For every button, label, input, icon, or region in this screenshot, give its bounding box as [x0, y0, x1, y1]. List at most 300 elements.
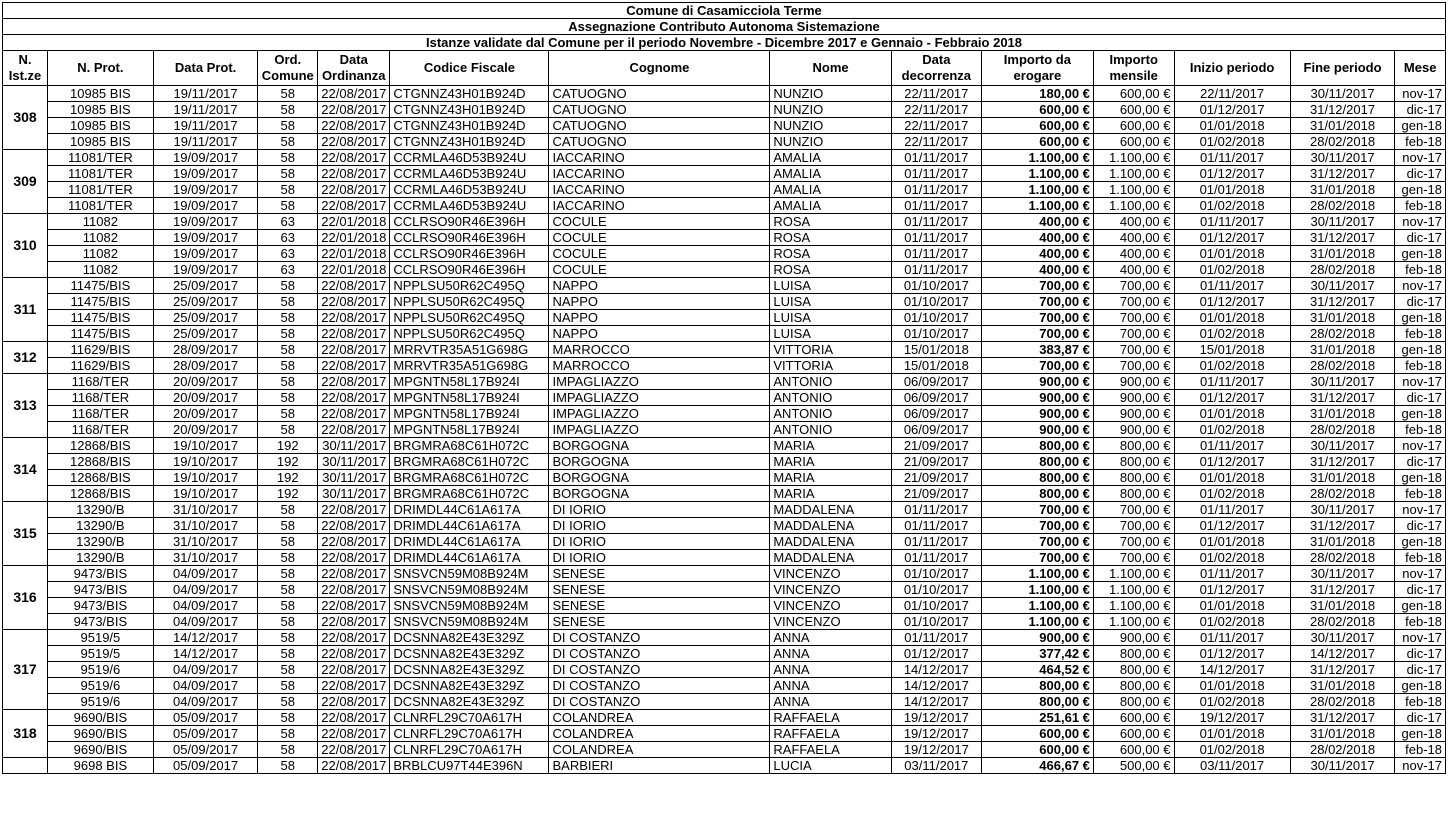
prot-number: 10985 BIS	[48, 86, 154, 102]
fine-periodo: 31/01/2018	[1290, 678, 1395, 694]
ord-comune: 58	[258, 694, 318, 710]
decorrenza-date: 15/01/2018	[891, 342, 981, 358]
column-header: Data Ordinanza	[318, 51, 390, 86]
cognome: SENESE	[549, 614, 770, 630]
ord-comune: 58	[258, 374, 318, 390]
importo-mensile: 900,00 €	[1093, 422, 1174, 438]
cognome: BORGOGNA	[549, 470, 770, 486]
ord-comune: 58	[258, 742, 318, 758]
mese: gen-18	[1395, 182, 1446, 198]
decorrenza-date: 21/09/2017	[891, 486, 981, 502]
fine-periodo: 31/01/2018	[1290, 182, 1395, 198]
importo-mensile: 1.100,00 €	[1093, 582, 1174, 598]
nome: MADDALENA	[770, 502, 891, 518]
ord-comune: 192	[258, 470, 318, 486]
fine-periodo: 30/11/2017	[1290, 278, 1395, 294]
prot-date: 31/10/2017	[153, 534, 258, 550]
decorrenza-date: 15/01/2018	[891, 358, 981, 374]
table-body	[3, 86, 1446, 774]
cognome: COCULE	[549, 230, 770, 246]
fine-periodo: 31/01/2018	[1290, 342, 1395, 358]
importo-mensile: 700,00 €	[1093, 534, 1174, 550]
importo-mensile: 700,00 €	[1093, 502, 1174, 518]
ord-comune: 58	[258, 630, 318, 646]
ord-comune: 58	[258, 198, 318, 214]
codice-fiscale: BRGMRA68C61H072C	[390, 454, 549, 470]
cognome: COLANDREA	[549, 710, 770, 726]
nome: ANNA	[770, 646, 891, 662]
cognome: COLANDREA	[549, 742, 770, 758]
istanza-number: 317	[3, 630, 48, 710]
ordinanza-date: 22/08/2017	[318, 166, 390, 182]
fine-periodo: 31/01/2018	[1290, 534, 1395, 550]
ord-comune: 58	[258, 646, 318, 662]
nome: MADDALENA	[770, 534, 891, 550]
cognome: BORGOGNA	[549, 486, 770, 502]
inizio-periodo: 19/12/2017	[1174, 710, 1290, 726]
decorrenza-date: 01/11/2017	[891, 182, 981, 198]
ord-comune: 63	[258, 214, 318, 230]
decorrenza-date: 21/09/2017	[891, 438, 981, 454]
decorrenza-date: 19/12/2017	[891, 742, 981, 758]
importo-mensile: 800,00 €	[1093, 470, 1174, 486]
inizio-periodo: 01/02/2018	[1174, 742, 1290, 758]
decorrenza-date: 01/11/2017	[891, 166, 981, 182]
importo-mensile: 800,00 €	[1093, 678, 1174, 694]
importo-erogare: 700,00 €	[981, 294, 1093, 310]
cognome: NAPPO	[549, 278, 770, 294]
mese: gen-18	[1395, 342, 1446, 358]
nome: RAFFAELA	[770, 710, 891, 726]
importo-mensile: 600,00 €	[1093, 726, 1174, 742]
nome: LUISA	[770, 310, 891, 326]
decorrenza-date: 03/11/2017	[891, 758, 981, 774]
importo-erogare: 700,00 €	[981, 278, 1093, 294]
cognome: NAPPO	[549, 294, 770, 310]
importo-mensile: 600,00 €	[1093, 710, 1174, 726]
inizio-periodo: 01/11/2017	[1174, 214, 1290, 230]
importo-mensile: 900,00 €	[1093, 406, 1174, 422]
table-row	[3, 470, 1446, 486]
ordinanza-date: 22/08/2017	[318, 630, 390, 646]
mese: dic-17	[1395, 294, 1446, 310]
ordinanza-date: 22/08/2017	[318, 374, 390, 390]
prot-date: 14/12/2017	[153, 646, 258, 662]
prot-date: 19/10/2017	[153, 470, 258, 486]
decorrenza-date: 19/12/2017	[891, 726, 981, 742]
prot-date: 25/09/2017	[153, 326, 258, 342]
prot-number: 12868/BIS	[48, 438, 154, 454]
ord-comune: 58	[258, 422, 318, 438]
column-header: Codice Fiscale	[390, 51, 549, 86]
ordinanza-date: 22/08/2017	[318, 614, 390, 630]
ordinanza-date: 22/08/2017	[318, 742, 390, 758]
importo-mensile: 400,00 €	[1093, 246, 1174, 262]
prot-date: 19/10/2017	[153, 438, 258, 454]
cognome: SENESE	[549, 598, 770, 614]
table-row	[3, 598, 1446, 614]
nome: NUNZIO	[770, 134, 891, 150]
importo-mensile: 500,00 €	[1093, 758, 1174, 774]
importo-erogare: 600,00 €	[981, 742, 1093, 758]
cognome: COCULE	[549, 262, 770, 278]
prot-number: 9473/BIS	[48, 614, 154, 630]
decorrenza-date: 01/10/2017	[891, 614, 981, 630]
importo-mensile: 700,00 €	[1093, 326, 1174, 342]
prot-number: 11475/BIS	[48, 310, 154, 326]
table-row	[3, 406, 1446, 422]
inizio-periodo: 01/01/2018	[1174, 182, 1290, 198]
prot-date: 19/09/2017	[153, 198, 258, 214]
nome: AMALIA	[770, 166, 891, 182]
prot-number: 11475/BIS	[48, 326, 154, 342]
inizio-periodo: 14/12/2017	[1174, 662, 1290, 678]
mese: dic-17	[1395, 710, 1446, 726]
importo-erogare: 900,00 €	[981, 630, 1093, 646]
fine-periodo: 28/02/2018	[1290, 614, 1395, 630]
cognome: SENESE	[549, 566, 770, 582]
ord-comune: 58	[258, 278, 318, 294]
nome: VINCENZO	[770, 598, 891, 614]
codice-fiscale: NPPLSU50R62C495Q	[390, 310, 549, 326]
inizio-periodo: 22/11/2017	[1174, 86, 1290, 102]
table-row	[3, 166, 1446, 182]
column-header: Cognome	[549, 51, 770, 86]
nome: MARIA	[770, 470, 891, 486]
mese: feb-18	[1395, 742, 1446, 758]
fine-periodo: 28/02/2018	[1290, 486, 1395, 502]
ordinanza-date: 22/08/2017	[318, 582, 390, 598]
importo-erogare: 900,00 €	[981, 374, 1093, 390]
nome: ANNA	[770, 678, 891, 694]
table-row	[3, 246, 1446, 262]
mese: dic-17	[1395, 102, 1446, 118]
importo-erogare: 800,00 €	[981, 438, 1093, 454]
nome: ROSA	[770, 246, 891, 262]
cognome: IACCARINO	[549, 166, 770, 182]
fine-periodo: 28/02/2018	[1290, 550, 1395, 566]
ord-comune: 63	[258, 246, 318, 262]
importo-mensile: 1.100,00 €	[1093, 614, 1174, 630]
nome: VINCENZO	[770, 582, 891, 598]
importo-erogare: 464,52 €	[981, 662, 1093, 678]
ord-comune: 58	[258, 102, 318, 118]
table-row	[3, 262, 1446, 278]
table-row	[3, 614, 1446, 630]
decorrenza-date: 01/10/2017	[891, 326, 981, 342]
fine-periodo: 28/02/2018	[1290, 422, 1395, 438]
prot-number: 1168/TER	[48, 406, 154, 422]
inizio-periodo: 03/11/2017	[1174, 758, 1290, 774]
ordinanza-date: 30/11/2017	[318, 470, 390, 486]
prot-date: 05/09/2017	[153, 742, 258, 758]
codice-fiscale: BRGMRA68C61H072C	[390, 438, 549, 454]
importo-mensile: 900,00 €	[1093, 374, 1174, 390]
mese: nov-17	[1395, 566, 1446, 582]
prot-date: 19/10/2017	[153, 454, 258, 470]
nome: AMALIA	[770, 198, 891, 214]
inizio-periodo: 01/12/2017	[1174, 230, 1290, 246]
prot-number: 11082	[48, 214, 154, 230]
nome: RAFFAELA	[770, 742, 891, 758]
fine-periodo: 30/11/2017	[1290, 150, 1395, 166]
codice-fiscale: MRRVTR35A51G698G	[390, 358, 549, 374]
fine-periodo: 31/01/2018	[1290, 598, 1395, 614]
ordinanza-date: 22/08/2017	[318, 326, 390, 342]
importo-mensile: 600,00 €	[1093, 86, 1174, 102]
table-row	[3, 310, 1446, 326]
importo-erogare: 900,00 €	[981, 390, 1093, 406]
codice-fiscale: DRIMDL44C61A617A	[390, 534, 549, 550]
prot-date: 04/09/2017	[153, 598, 258, 614]
inizio-periodo: 01/02/2018	[1174, 486, 1290, 502]
ord-comune: 58	[258, 614, 318, 630]
codice-fiscale: CLNRFL29C70A617H	[390, 742, 549, 758]
codice-fiscale: SNSVCN59M08B924M	[390, 566, 549, 582]
inizio-periodo: 01/02/2018	[1174, 422, 1290, 438]
fine-periodo: 28/02/2018	[1290, 134, 1395, 150]
inizio-periodo: 01/12/2017	[1174, 646, 1290, 662]
decorrenza-date: 01/11/2017	[891, 246, 981, 262]
prot-date: 19/11/2017	[153, 102, 258, 118]
ord-comune: 58	[258, 518, 318, 534]
mese: dic-17	[1395, 646, 1446, 662]
prot-number: 12868/BIS	[48, 486, 154, 502]
inizio-periodo: 01/01/2018	[1174, 310, 1290, 326]
mese: feb-18	[1395, 358, 1446, 374]
importo-mensile: 800,00 €	[1093, 454, 1174, 470]
column-header: Inizio periodo	[1174, 51, 1290, 86]
decorrenza-date: 21/09/2017	[891, 454, 981, 470]
table-row	[3, 454, 1446, 470]
column-header: Importo da erogare	[981, 51, 1093, 86]
inizio-periodo: 01/02/2018	[1174, 694, 1290, 710]
ord-comune: 58	[258, 566, 318, 582]
nome: VITTORIA	[770, 342, 891, 358]
importo-mensile: 800,00 €	[1093, 486, 1174, 502]
importo-mensile: 800,00 €	[1093, 438, 1174, 454]
istanza-number	[3, 758, 48, 774]
ordinanza-date: 22/01/2018	[318, 246, 390, 262]
ord-comune: 58	[258, 726, 318, 742]
ord-comune: 58	[258, 134, 318, 150]
importo-erogare: 400,00 €	[981, 230, 1093, 246]
ord-comune: 58	[258, 358, 318, 374]
header-row	[3, 51, 1446, 86]
cognome: NAPPO	[549, 310, 770, 326]
fine-periodo: 28/02/2018	[1290, 198, 1395, 214]
table-row	[3, 566, 1446, 582]
codice-fiscale: NPPLSU50R62C495Q	[390, 326, 549, 342]
inizio-periodo: 01/11/2017	[1174, 150, 1290, 166]
importo-mensile: 1.100,00 €	[1093, 566, 1174, 582]
mese: feb-18	[1395, 326, 1446, 342]
cognome: DI COSTANZO	[549, 662, 770, 678]
fine-periodo: 31/12/2017	[1290, 294, 1395, 310]
column-header: N. Prot.	[48, 51, 154, 86]
fine-periodo: 31/12/2017	[1290, 390, 1395, 406]
ord-comune: 58	[258, 662, 318, 678]
importo-mensile: 700,00 €	[1093, 310, 1174, 326]
table-row	[3, 438, 1446, 454]
fine-periodo: 28/02/2018	[1290, 326, 1395, 342]
fine-periodo: 30/11/2017	[1290, 374, 1395, 390]
fine-periodo: 31/01/2018	[1290, 246, 1395, 262]
mese: feb-18	[1395, 486, 1446, 502]
codice-fiscale: CCLRSO90R46E396H	[390, 230, 549, 246]
column-header: Importo mensile	[1093, 51, 1174, 86]
codice-fiscale: DRIMDL44C61A617A	[390, 502, 549, 518]
table-row	[3, 758, 1446, 774]
mese: dic-17	[1395, 582, 1446, 598]
mese: feb-18	[1395, 694, 1446, 710]
decorrenza-date: 19/12/2017	[891, 710, 981, 726]
codice-fiscale: CLNRFL29C70A617H	[390, 710, 549, 726]
prot-number: 10985 BIS	[48, 134, 154, 150]
nome: LUISA	[770, 278, 891, 294]
prot-number: 11081/TER	[48, 198, 154, 214]
contributo-table	[2, 2, 1446, 774]
table-row	[3, 550, 1446, 566]
document-period: Istanze validate dal Comune per il periodo Novembre - Dicembre 2017 e Gennaio - Febbraio 2018	[3, 35, 1446, 51]
ordinanza-date: 22/08/2017	[318, 678, 390, 694]
table-row	[3, 726, 1446, 742]
importo-mensile: 1.100,00 €	[1093, 198, 1174, 214]
decorrenza-date: 22/11/2017	[891, 118, 981, 134]
decorrenza-date: 14/12/2017	[891, 694, 981, 710]
prot-date: 19/11/2017	[153, 86, 258, 102]
ord-comune: 58	[258, 390, 318, 406]
inizio-periodo: 01/11/2017	[1174, 374, 1290, 390]
istanza-number: 314	[3, 438, 48, 502]
table-row	[3, 534, 1446, 550]
prot-number: 10985 BIS	[48, 102, 154, 118]
decorrenza-date: 06/09/2017	[891, 390, 981, 406]
mese: gen-18	[1395, 118, 1446, 134]
cognome: IACCARINO	[549, 150, 770, 166]
codice-fiscale: NPPLSU50R62C495Q	[390, 294, 549, 310]
ord-comune: 58	[258, 598, 318, 614]
prot-number: 11082	[48, 246, 154, 262]
inizio-periodo: 01/11/2017	[1174, 502, 1290, 518]
importo-mensile: 700,00 €	[1093, 294, 1174, 310]
importo-erogare: 800,00 €	[981, 470, 1093, 486]
importo-erogare: 600,00 €	[981, 726, 1093, 742]
mese: gen-18	[1395, 678, 1446, 694]
importo-erogare: 800,00 €	[981, 486, 1093, 502]
inizio-periodo: 01/12/2017	[1174, 518, 1290, 534]
cognome: COCULE	[549, 246, 770, 262]
fine-periodo: 31/01/2018	[1290, 726, 1395, 742]
ord-comune: 58	[258, 326, 318, 342]
mese: nov-17	[1395, 502, 1446, 518]
istanza-number: 309	[3, 150, 48, 214]
importo-mensile: 400,00 €	[1093, 230, 1174, 246]
prot-date: 31/10/2017	[153, 550, 258, 566]
mese: dic-17	[1395, 454, 1446, 470]
istanza-number: 312	[3, 342, 48, 374]
importo-erogare: 1.100,00 €	[981, 182, 1093, 198]
ordinanza-date: 22/01/2018	[318, 214, 390, 230]
decorrenza-date: 01/11/2017	[891, 198, 981, 214]
decorrenza-date: 01/10/2017	[891, 310, 981, 326]
ordinanza-date: 22/08/2017	[318, 566, 390, 582]
prot-date: 19/09/2017	[153, 150, 258, 166]
ord-comune: 58	[258, 502, 318, 518]
table-row	[3, 214, 1446, 230]
codice-fiscale: DCSNNA82E43E329Z	[390, 694, 549, 710]
importo-erogare: 400,00 €	[981, 214, 1093, 230]
codice-fiscale: CCRMLA46D53B924U	[390, 182, 549, 198]
fine-periodo: 31/12/2017	[1290, 662, 1395, 678]
table-row	[3, 86, 1446, 102]
mese: nov-17	[1395, 374, 1446, 390]
table-row	[3, 518, 1446, 534]
prot-date: 04/09/2017	[153, 582, 258, 598]
column-header: Nome	[770, 51, 891, 86]
nome: MADDALENA	[770, 550, 891, 566]
ordinanza-date: 22/08/2017	[318, 422, 390, 438]
mese: dic-17	[1395, 518, 1446, 534]
ord-comune: 63	[258, 262, 318, 278]
ord-comune: 58	[258, 182, 318, 198]
importo-erogare: 700,00 €	[981, 534, 1093, 550]
table-row	[3, 646, 1446, 662]
table-row	[3, 742, 1446, 758]
inizio-periodo: 01/02/2018	[1174, 326, 1290, 342]
mese: feb-18	[1395, 422, 1446, 438]
table-row	[3, 230, 1446, 246]
inizio-periodo: 01/02/2018	[1174, 614, 1290, 630]
ord-comune: 58	[258, 118, 318, 134]
fine-periodo: 28/02/2018	[1290, 358, 1395, 374]
prot-date: 19/09/2017	[153, 262, 258, 278]
mese: gen-18	[1395, 406, 1446, 422]
importo-erogare: 800,00 €	[981, 678, 1093, 694]
cognome: IMPAGLIAZZO	[549, 422, 770, 438]
nome: MARIA	[770, 438, 891, 454]
ord-comune: 58	[258, 406, 318, 422]
inizio-periodo: 01/01/2018	[1174, 726, 1290, 742]
nome: ANTONIO	[770, 374, 891, 390]
ord-comune: 58	[258, 550, 318, 566]
importo-mensile: 400,00 €	[1093, 262, 1174, 278]
mese: gen-18	[1395, 246, 1446, 262]
decorrenza-date: 01/11/2017	[891, 262, 981, 278]
importo-mensile: 700,00 €	[1093, 278, 1174, 294]
codice-fiscale: BRBLCU97T44E396N	[390, 758, 549, 774]
cognome: IMPAGLIAZZO	[549, 406, 770, 422]
fine-periodo: 30/11/2017	[1290, 566, 1395, 582]
importo-erogare: 900,00 €	[981, 406, 1093, 422]
inizio-periodo: 01/11/2017	[1174, 566, 1290, 582]
ordinanza-date: 22/08/2017	[318, 358, 390, 374]
codice-fiscale: CTGNNZ43H01B924D	[390, 102, 549, 118]
table-row	[3, 630, 1446, 646]
importo-erogare: 1.100,00 €	[981, 166, 1093, 182]
ord-comune: 58	[258, 342, 318, 358]
codice-fiscale: DCSNNA82E43E329Z	[390, 662, 549, 678]
codice-fiscale: CCRMLA46D53B924U	[390, 150, 549, 166]
mese: nov-17	[1395, 278, 1446, 294]
importo-erogare: 1.100,00 €	[981, 598, 1093, 614]
inizio-periodo: 01/01/2018	[1174, 246, 1290, 262]
codice-fiscale: CCRMLA46D53B924U	[390, 166, 549, 182]
nome: ROSA	[770, 230, 891, 246]
codice-fiscale: DRIMDL44C61A617A	[390, 518, 549, 534]
prot-number: 9698 BIS	[48, 758, 154, 774]
cognome: CATUOGNO	[549, 134, 770, 150]
